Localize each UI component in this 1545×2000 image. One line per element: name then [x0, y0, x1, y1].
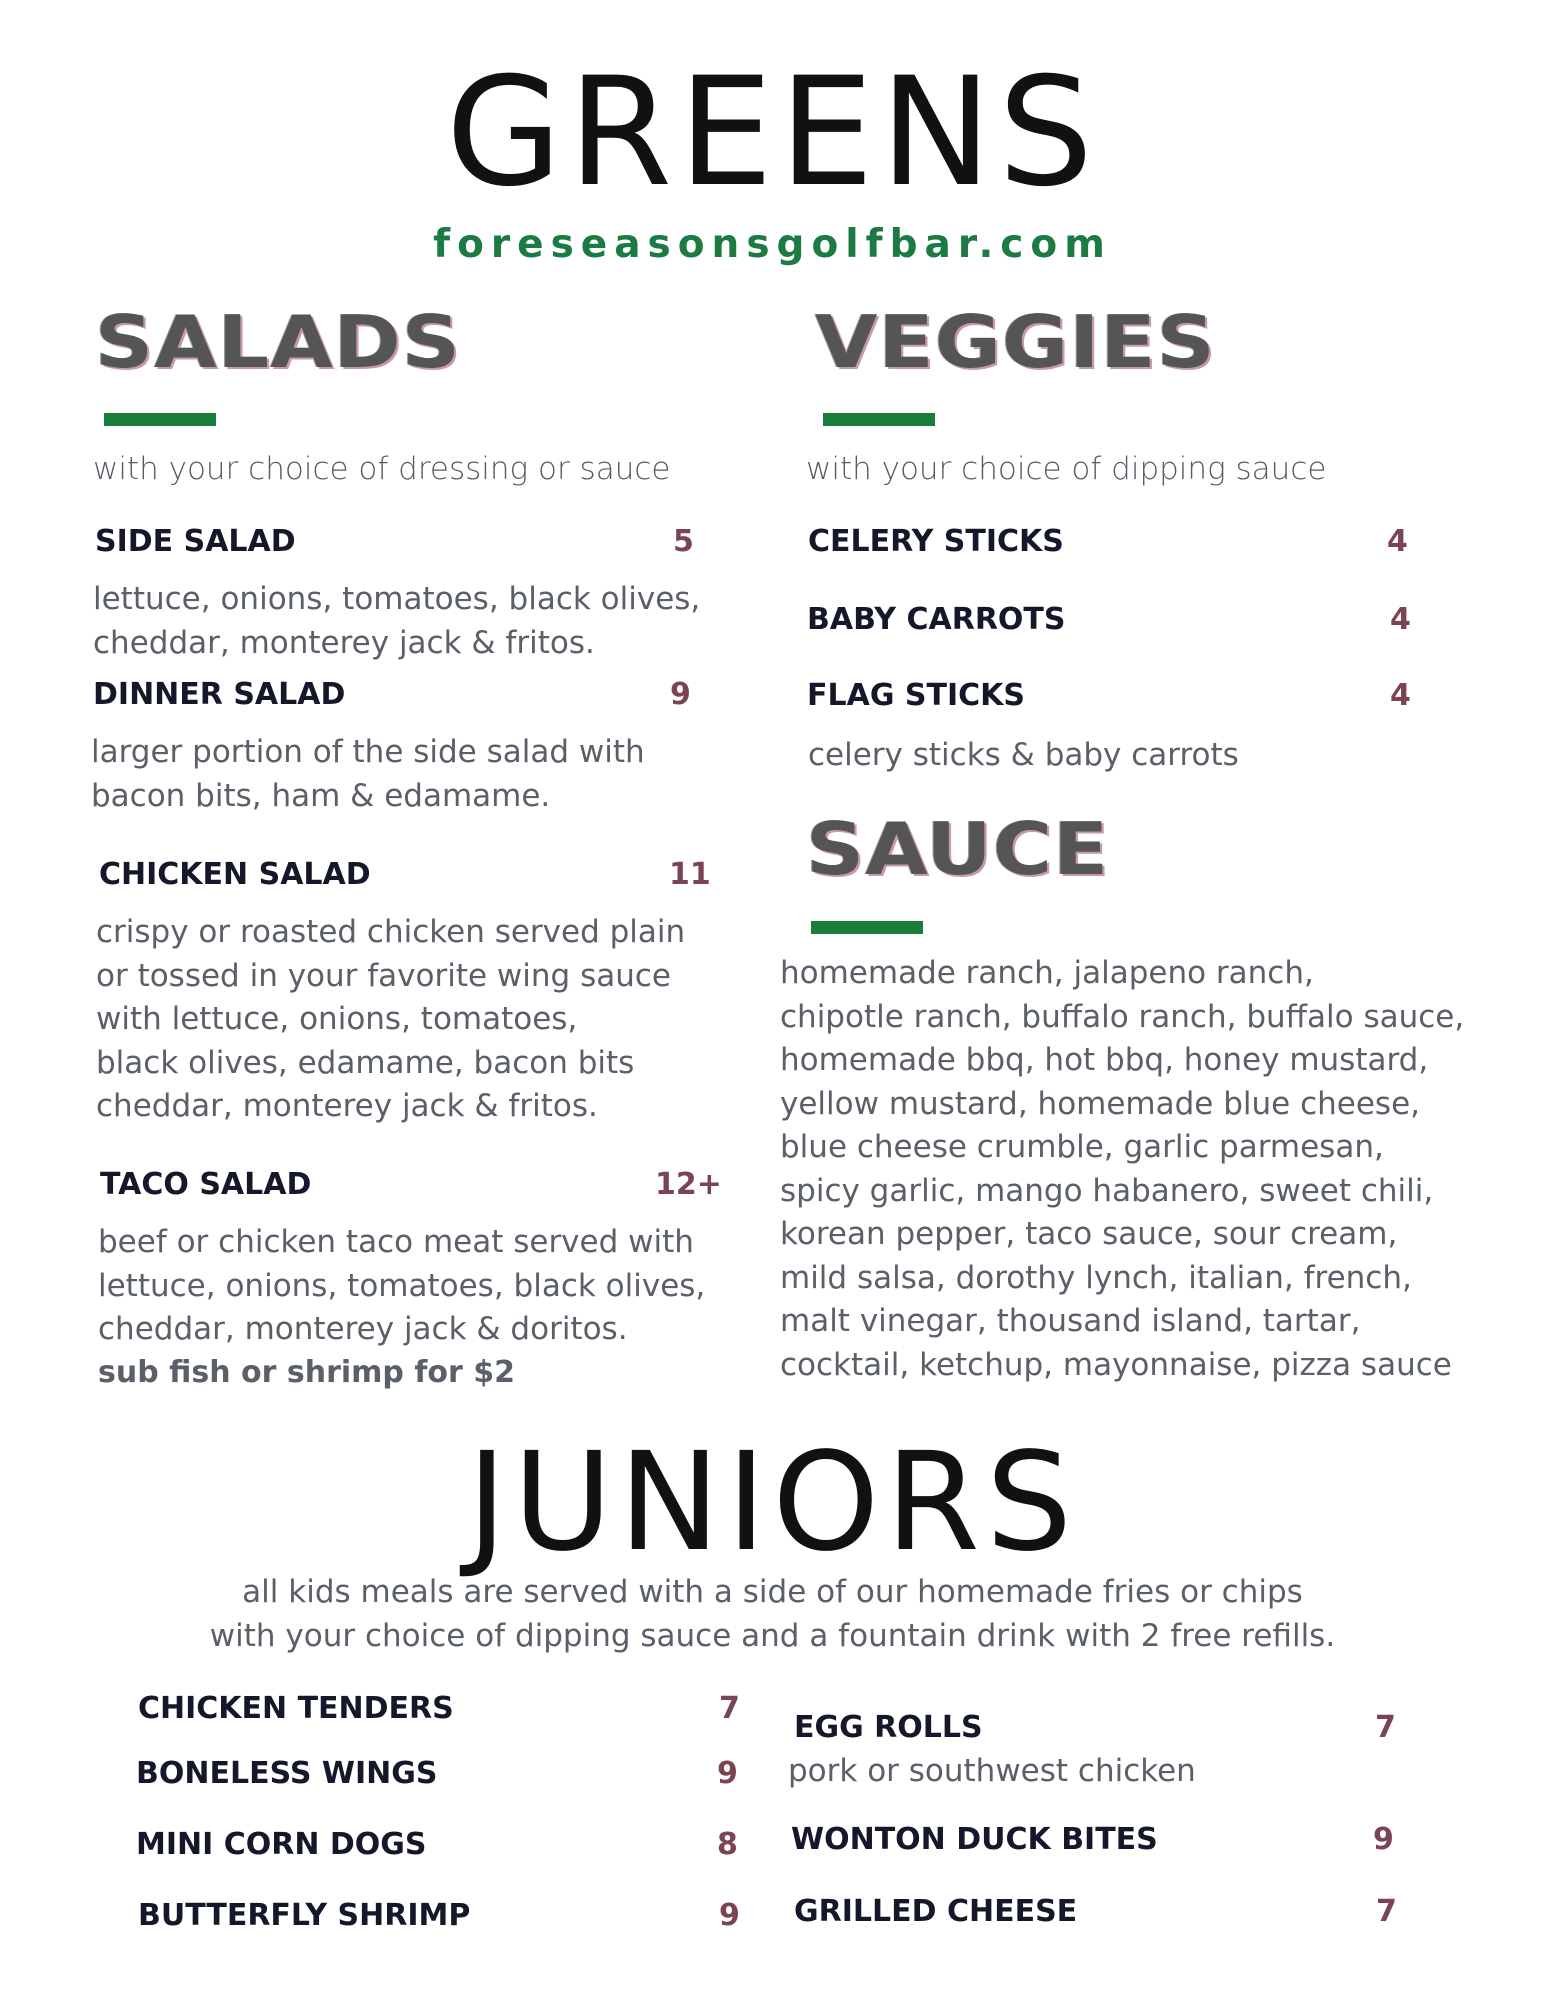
juniors-note — [0, 1570, 1545, 1658]
sauce-line: cocktail, ketchup, mayonnaise, pizza sauce — [780, 1346, 1452, 1383]
sauce-line: homemade ranch, jalapeno ranch, — [780, 955, 1314, 991]
sauce-line: homemade bbq, hot bbq, honey mustard, — [780, 1042, 1429, 1078]
grilled-cheese-name: GRILLED CHEESE — [794, 1894, 1078, 1929]
desc-line: larger portion of the side salad with — [91, 734, 645, 770]
grilled-cheese-price: 7 — [1376, 1894, 1397, 1929]
egg-rolls-name: EGG ROLLS — [794, 1710, 983, 1745]
dinner-salad-desc — [91, 731, 645, 818]
desc-line: with lettuce, onions, tomatoes, — [96, 1001, 578, 1037]
mini-corn-dogs-name: MINI CORN DOGS — [136, 1827, 427, 1862]
chicken-salad-price: 11 — [669, 857, 711, 892]
egg-rolls-price: 7 — [1375, 1710, 1396, 1745]
sauce-line: chipotle ranch, buffalo ranch, buffalo sauce, — [780, 998, 1465, 1035]
juniors-heading: JUNIORS — [466, 1424, 1079, 1582]
chicken-tenders-name: CHICKEN TENDERS — [138, 1691, 454, 1726]
taco-salad-extra: sub fish or shrimp for $2 — [98, 1355, 515, 1390]
celery-sticks-name: CELERY STICKS — [808, 524, 1064, 559]
desc-line: beef or chicken taco meat served with — [98, 1224, 694, 1260]
sauce-line: yellow mustard, homemade blue cheese, — [780, 1085, 1421, 1122]
website-link[interactable]: foreseasonsgolfbar.com — [433, 222, 1112, 267]
chicken-tenders-price: 7 — [719, 1691, 740, 1726]
sauce-line: korean pepper, taco sauce, sour cream, — [780, 1216, 1398, 1252]
salads-heading: SALADS — [95, 300, 462, 384]
side-salad-price: 5 — [673, 524, 694, 559]
juniors-note-line: all kids meals are served with a side of our homemade fries or chips — [242, 1574, 1303, 1610]
desc-line: lettuce, onions, tomatoes, black olives, — [98, 1267, 706, 1304]
desc-line: lettuce, onions, tomatoes, black olives, — [93, 581, 701, 617]
salads-underline — [104, 413, 216, 426]
page-title: GREENS — [445, 46, 1100, 220]
taco-salad-desc — [98, 1221, 705, 1352]
taco-salad-price: 12+ — [655, 1167, 722, 1202]
veggies-underline — [823, 413, 935, 426]
desc-line: crispy or roasted chicken served plain — [96, 914, 686, 950]
sauce-line: mild salsa, dorothy lynch, italian, french, — [780, 1259, 1412, 1296]
baby-carrots-name: BABY CARROTS — [807, 602, 1066, 637]
dinner-salad-price: 9 — [670, 677, 691, 712]
boneless-wings-name: BONELESS WINGS — [136, 1756, 438, 1791]
sauce-line: malt vinegar, thousand island, tartar, — [780, 1303, 1361, 1339]
dinner-salad-name: DINNER SALAD — [93, 677, 346, 712]
desc-line: black olives, edamame, bacon bits — [96, 1044, 635, 1081]
taco-salad-name: TACO SALAD — [100, 1167, 312, 1202]
sauce-list — [780, 952, 1464, 1387]
desc-line: cheddar, monterey jack & fritos. — [93, 624, 595, 661]
desc-line: cheddar, monterey jack & doritos. — [98, 1311, 628, 1347]
juniors-note-line: with your choice of dipping sauce and a fountain drink with 2 free refills. — [209, 1618, 1336, 1654]
egg-rolls-desc: pork or southwest chicken — [788, 1753, 1196, 1789]
side-salad-name: SIDE SALAD — [95, 524, 296, 559]
desc-line: cheddar, monterey jack & fritos. — [96, 1088, 598, 1124]
butterfly-shrimp-price: 9 — [719, 1898, 740, 1933]
chicken-salad-name: CHICKEN SALAD — [99, 857, 371, 892]
baby-carrots-price: 4 — [1390, 602, 1411, 637]
wonton-duck-bites-price: 9 — [1373, 1822, 1394, 1857]
boneless-wings-price: 9 — [717, 1756, 738, 1791]
flag-sticks-name: FLAG STICKS — [807, 678, 1025, 713]
desc-line: bacon bits, ham & edamame. — [91, 777, 551, 814]
mini-corn-dogs-price: 8 — [717, 1827, 738, 1862]
chicken-salad-desc — [96, 911, 685, 1129]
salads-note: with your choice of dressing or sauce — [93, 451, 671, 487]
flag-sticks-desc: celery sticks & baby carrots — [808, 737, 1239, 773]
sauce-line: spicy garlic, mango habanero, sweet chili, — [780, 1172, 1434, 1209]
wonton-duck-bites-name: WONTON DUCK BITES — [791, 1822, 1158, 1857]
desc-line: or tossed in your favorite wing sauce — [96, 957, 671, 994]
side-salad-desc — [93, 578, 700, 665]
veggies-note: with your choice of dipping sauce — [806, 451, 1327, 487]
butterfly-shrimp-name: BUTTERFLY SHRIMP — [138, 1898, 471, 1933]
veggies-heading: VEGGIES — [815, 300, 1216, 384]
flag-sticks-price: 4 — [1390, 678, 1411, 713]
sauce-heading: SAUCE — [806, 807, 1110, 891]
celery-sticks-price: 4 — [1387, 524, 1408, 559]
sauce-underline — [811, 921, 923, 934]
sauce-line: blue cheese crumble, garlic parmesan, — [780, 1129, 1384, 1165]
